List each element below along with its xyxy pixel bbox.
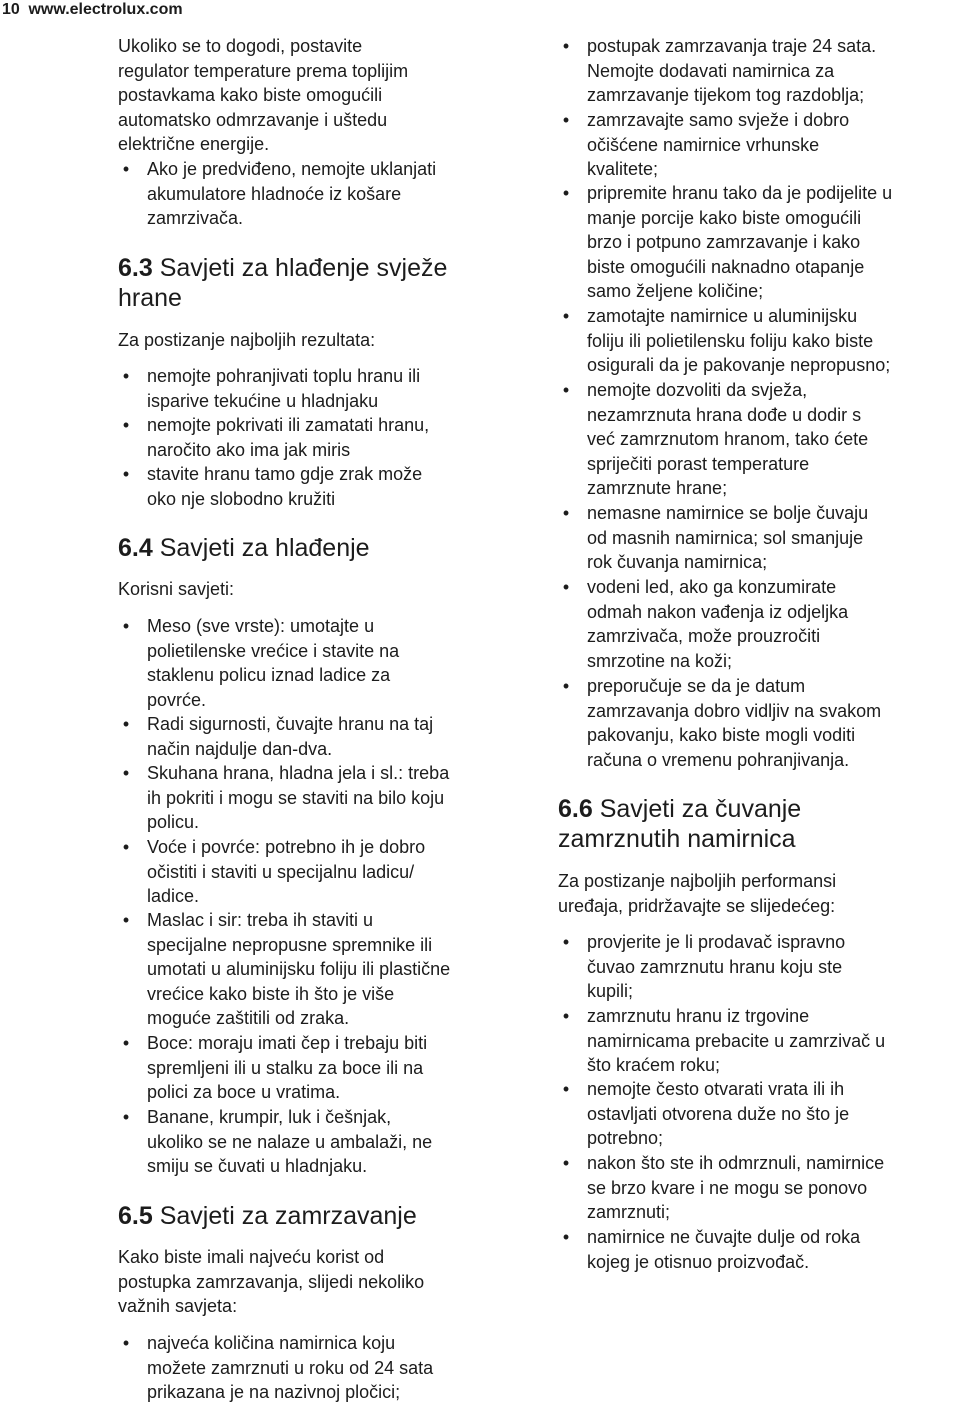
list-item: • nemojte često otvarati vrata ili ih ostavljati otvorena duže no što je potrebno;: [587, 1077, 849, 1151]
section-heading-6-5: 6.5 Savjeti za zamrzavanje: [118, 1202, 417, 1230]
bullet: •: [562, 1079, 570, 1099]
list-item: • namirnice ne čuvajte dulje od roka kojeg je otisnuo proizvođač.: [587, 1225, 860, 1274]
list-item: • vodeni led, ako ga konzumirate odmah nakon vađenja iz odjeljka zamrzivača, može prouzročiti smrzotine na koži;: [587, 575, 848, 673]
bullet: •: [562, 110, 570, 130]
bullet: •: [562, 1006, 570, 1026]
list-item: • nemasne namirnice se bolje čuvaju od masnih namirnica; sol smanjuje rok čuvanja namirnica;: [587, 501, 868, 575]
bullet: •: [122, 837, 130, 857]
bullet: •: [562, 1227, 570, 1247]
bullet: •: [562, 577, 570, 597]
section-number: 6.4: [118, 534, 153, 562]
bullet: •: [122, 910, 130, 930]
list-item: • zamrznutu hranu iz trgovine namirnicama prebacite u zamrzivač u što kraćem roku;: [587, 1004, 885, 1078]
section-intro: Za postizanje najboljih performansi uređaja, pridržavajte se slijedećeg:: [558, 871, 837, 916]
bullet: •: [122, 464, 130, 484]
bullet: •: [122, 714, 130, 734]
section-intro: Kako biste imali najveću korist od postupka zamrzavanja, slijedi nekoliko važnih savjeta:: [118, 1247, 425, 1317]
bullet: •: [562, 183, 570, 203]
page-header: [0, 0, 183, 22]
bullet: •: [122, 415, 130, 435]
intro-paragraph: Ukoliko se to dogodi, postavite regulator temperature prema toplijim postavkama kako biste omogućili automatsko odmrzavanje i uštedu električne energije.: [118, 36, 409, 155]
list-item: • preporučuje se da je datum zamrzavanja dobro vidljiv na svakom pakovanju, kako biste mogli voditi računa o vremenu pohranjivanja.: [587, 674, 881, 772]
list-item: • Meso (sve vrste): umotajte u polietilenske vrećice i stavite na staklenu policu iznad ladice za povrće.: [147, 614, 399, 712]
list-item: • zamrzavajte samo svježe i dobro očišćene namirnice vrhunske kvalitete;: [587, 108, 849, 182]
list-item: • nakon što ste ih odmrznuli, namirnice se brzo kvare i ne mogu se ponovo zamrznuti;: [587, 1151, 884, 1225]
section-intro: Korisni savjeti:: [118, 579, 235, 599]
bullet: •: [122, 1033, 130, 1053]
section-heading-6-4: 6.4 Savjeti za hlađenje: [118, 534, 370, 562]
page-number: 10: [2, 1, 20, 18]
list-item: • postupak zamrzavanja traje 24 sata. Nemojte dodavati namirnica za zamrzavanje tijekom tog razdoblja;: [587, 34, 876, 108]
section-intro: Za postizanje najboljih rezultata:: [118, 330, 376, 350]
bullet: •: [562, 932, 570, 952]
section-number: 6.6: [558, 795, 593, 823]
bullet: •: [562, 36, 570, 56]
list-item: • Ako je predviđeno, nemojte uklanjati akumulatore hladnoće iz košare zamrzivača.: [147, 157, 436, 231]
bullet: •: [122, 763, 130, 783]
bullet: •: [562, 380, 570, 400]
list-item: • najveća količina namirnica koju možete zamrznuti u roku od 24 sata prikazana je na nazivnoj pločici;: [147, 1331, 433, 1405]
list-item: • Radi sigurnosti, čuvajte hranu na taj način najdulje dan-dva.: [147, 712, 433, 761]
list-item: • nemojte dozvoliti da svježa, nezamrznuta hrana dođe u dodir s već zamrznutom hranom, tako ćete spriječiti porast temperature zamrznute hrane;: [587, 378, 868, 501]
list-item: • Banane, krumpir, luk i češnjak, ukoliko se ne nalaze u ambalaži, ne smiju se čuvati u hladnjaku.: [147, 1105, 432, 1179]
bullet: •: [562, 676, 570, 696]
section-heading-6-6: 6.6 Savjeti za čuvanje zamrznutih namirnica: [558, 795, 802, 853]
list-item: • pripremite hranu tako da je podijelite u manje porcije kako biste omogućili brzo i potpuno zamrzavanje i kako biste omogućili naknadno otapanje samo željene količine;: [587, 181, 892, 304]
list-item: • Skuhana hrana, hladna jela i sl.: treba ih pokriti i mogu se staviti na bilo koju policu.: [147, 761, 449, 835]
bullet: •: [562, 1153, 570, 1173]
list-item: • nemojte pohranjivati toplu hranu ili isparive tekućine u hladnjaku: [147, 364, 420, 413]
bullet: •: [122, 1333, 130, 1353]
bullet: •: [122, 1107, 130, 1127]
section-number: 6.3: [118, 254, 153, 282]
bullet: •: [562, 503, 570, 523]
list-item: • Maslac i sir: treba ih staviti u specijalne nepropusne spremnike ili umotati u aluminijsku foliju ili plastične vrećice kako biste ih što je više moguće zaštitili od zraka.: [147, 908, 450, 1031]
list-item: • zamotajte namirnice u aluminijsku foliju ili polietilensku foliju kako biste osigurali da je pakovanje nepropusno;: [587, 304, 890, 378]
bullet: •: [122, 616, 130, 636]
list-item: • provjerite je li prodavač ispravno čuvao zamrznutu hranu koju ste kupili;: [587, 930, 845, 1004]
bullet: •: [122, 159, 130, 179]
section-number: 6.5: [118, 1202, 153, 1230]
list-item: • Boce: moraju imati čep i trebaju biti spremljeni ili u stalku za boce ili na polici za boce u vratima.: [147, 1031, 427, 1105]
website-url: www.electrolux.com: [28, 1, 183, 18]
section-heading-6-3: 6.3 Savjeti za hlađenje svježe hrane: [118, 254, 448, 312]
bullet: •: [122, 366, 130, 386]
list-item: • Voće i povrće: potrebno ih je dobro očistiti i staviti u specijalnu ladicu/ ladice.: [147, 835, 425, 909]
list-item: • stavite hranu tamo gdje zrak može oko nje slobodno kružiti: [147, 462, 422, 511]
bullet: •: [562, 306, 570, 326]
list-item: • nemojte pokrivati ili zamatati hranu, naročito ako ima jak miris: [147, 413, 429, 462]
